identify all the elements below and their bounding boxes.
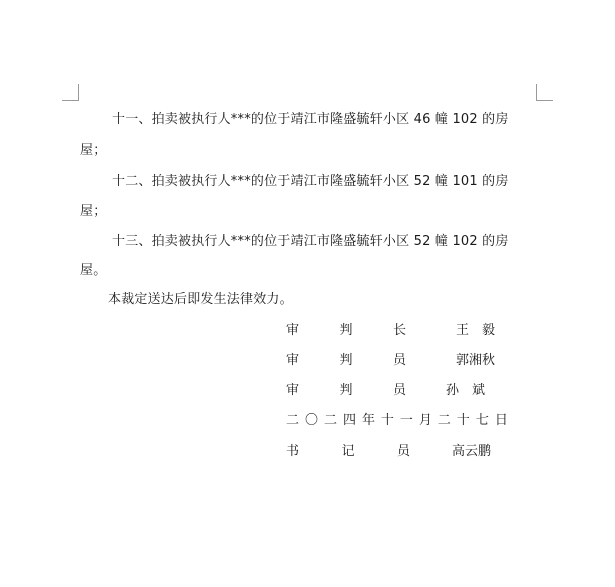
item-13-line-1: 十三、拍卖被执行人***的位于靖江市隆盛毓轩小区 52 幢 102 的房	[112, 234, 509, 249]
item-13-line-2: 屋。	[80, 263, 107, 278]
signature-title: 审 判 长	[286, 323, 406, 338]
signature-title: 审 判 员	[286, 383, 406, 398]
ruling-effective-statement: 本裁定送达后即发生法律效力。	[108, 292, 293, 307]
signature-title: 书 记 员	[286, 444, 410, 459]
item-11-line-2: 屋；	[80, 143, 107, 158]
item-11-line-1: 十一、拍卖被执行人***的位于靖江市隆盛毓轩小区 46 幢 102 的房	[112, 112, 509, 127]
top-left-corner-mark	[62, 84, 79, 101]
signature-judge-1	[286, 352, 510, 370]
signature-name: 高云鹏	[452, 444, 492, 459]
item-12-line-1: 十二、拍卖被执行人***的位于靖江市隆盛毓轩小区 52 幢 101 的房	[112, 174, 509, 189]
signature-name: 孙 斌	[446, 383, 486, 398]
top-right-corner-mark	[536, 84, 553, 101]
ruling-date: 二 〇 二 四 年 十 一 月 二 十 七 日	[286, 413, 508, 428]
signature-presiding-judge	[286, 322, 510, 340]
signature-judge-2	[286, 382, 510, 400]
signature-title: 审 判 员	[286, 353, 406, 368]
signature-clerk	[286, 443, 510, 461]
signature-name: 王 毅	[456, 323, 496, 338]
item-12-line-2: 屋；	[80, 204, 107, 219]
signature-name: 郭湘秋	[456, 353, 496, 368]
